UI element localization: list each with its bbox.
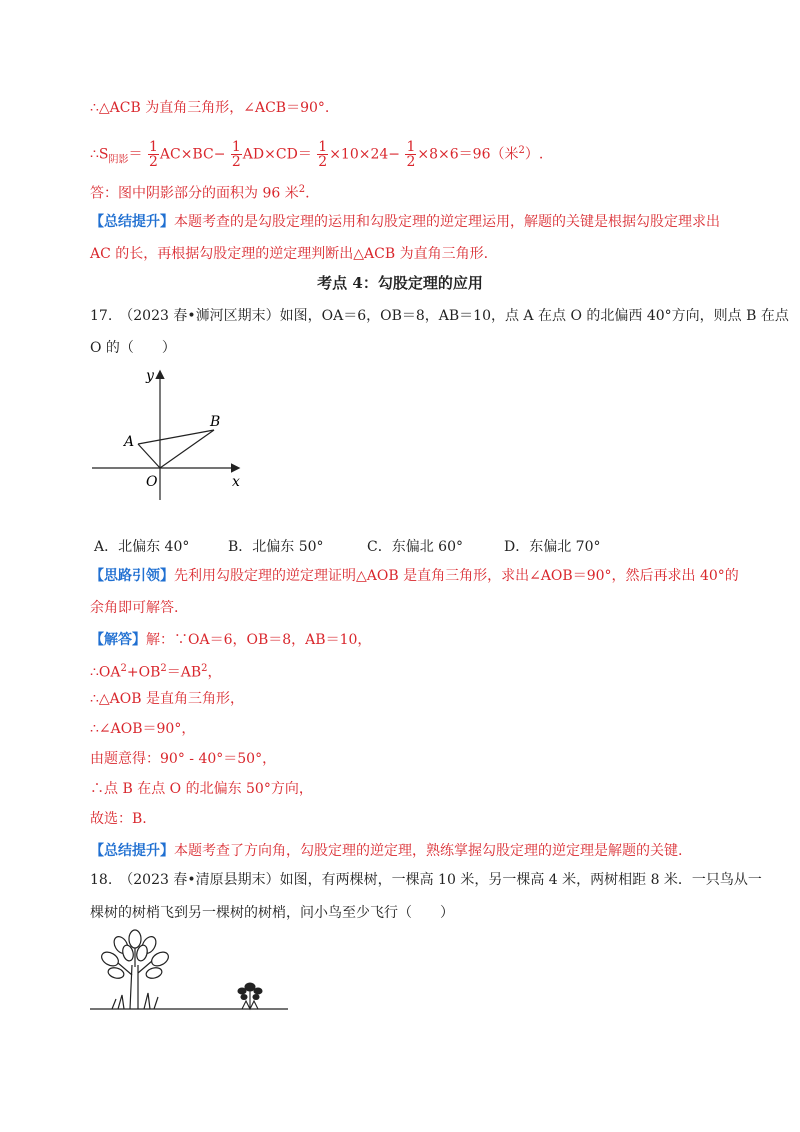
short-tree-icon [238,983,262,1009]
fraction-half [317,140,328,169]
term-8-6: ×8×6＝96（米 [417,146,519,163]
q17-figure [80,360,260,500]
q17-solution-line5: ∴点 B 在点 O 的北偏东 50°方向， [90,781,313,797]
area-subscript: 阴影 [108,154,129,166]
q17-stem-line1: 17. （2023 春•浉河区期末）如图，OA＝6，OB＝8，AB＝10，点 A 在点 O 的北偏西 40°方向，则点 B 在点 [90,308,789,324]
q17-idea-line2: 余角即可解答. [90,600,179,616]
q17-solution-line2: ∴△AOB 是直角三角形， [90,691,244,707]
s16-area-formula [90,140,543,170]
superscript: 2 [201,663,208,674]
segment-ob [160,430,214,468]
label-o: O [146,474,158,490]
eq-sign: ＝ [128,146,143,163]
section-heading: 考点 4：勾股定理的应用 [317,274,483,292]
q17-option-c[interactable]: C．东偏北 60° [367,539,463,555]
q17-solution-line6: 故选：B. [90,811,147,827]
superscript: 2 [298,184,306,195]
q17-option-d[interactable]: D．东偏北 70° [504,539,601,555]
fraction-half [405,140,416,169]
q18-stem-line2: 棵树的树梢飞到另一棵树的树梢，问小鸟至少飞行（ ） [90,905,454,921]
denominator: 2 [406,154,416,170]
label-a: A [124,434,135,450]
idea-text: 先利用勾股定理的逆定理证明△AOB 是直角三角形，求出∠AOB＝90°，然后再求出 40°的 [174,568,739,584]
q17-idea-line1 [90,566,739,586]
area-lead: ∴S [90,146,109,163]
numerator: 1 [318,139,328,155]
q17-solution-line0 [90,630,371,650]
summary-tag: 【总结提升】 [90,214,174,230]
minus-sign: − [213,146,226,163]
idea-tag: 【思路引领】 [90,568,174,584]
s16-summary-line1 [90,212,720,232]
term-ad-cd: AD×CD [242,146,298,163]
solution-text: 解：∵OA＝6，OB＝8，AB＝10， [146,632,372,648]
answer-end: . [305,185,310,202]
solution-tag: 【解答】 [90,632,146,648]
numerator: 1 [148,139,158,155]
s16-summary-line2: AC 的长，再根据勾股定理的逆定理判断出△ACB 为直角三角形. [90,246,489,262]
superscript: 2 [518,144,525,156]
denominator: 2 [231,154,241,170]
q17-solution-line3: ∴∠AOB＝90°， [90,721,196,737]
eq-part: ∴OA [90,664,121,681]
q17-solution-line4: 由题意得：90° - 40°＝50°， [90,751,277,767]
fraction-half [231,140,242,169]
answer-text: 答：图中阴影部分的面积为 96 米 [90,185,299,202]
superscript: 2 [120,663,127,674]
minus-sign: − [388,146,401,163]
label-x: x [232,474,240,490]
numerator: 1 [231,139,241,155]
q17-option-b[interactable]: B．北偏东 50° [228,539,324,555]
denominator: 2 [148,154,158,170]
summary-text: 本题考查了方向角，勾股定理的逆定理，熟练掌握勾股定理的逆定理是解题的关键. [174,843,683,859]
superscript: 2 [160,663,167,674]
q17-solution-line1 [90,659,222,683]
denominator: 2 [318,154,328,170]
s16-answer [90,180,310,204]
summary-text: 本题考查的是勾股定理的运用和勾股定理的逆定理运用，解题的关键是根据勾股定理求出 [174,214,720,230]
eq-part: ＝AB [166,664,202,681]
label-y: y [146,368,154,384]
segment-oa [138,444,160,468]
q17-stem-line2: O 的（ ） [90,340,176,356]
q17-option-a[interactable]: A．北偏东 40° [94,539,190,555]
eq-part: ， [207,664,222,681]
summary-tag: 【总结提升】 [90,843,174,859]
term-ac-bc: AC×BC [159,146,214,163]
numerator: 1 [406,139,416,155]
q18-stem-line1: 18. （2023 春•清原县期末）如图，有两棵树，一棵高 10 米，另一棵高 4 米，两树相距 8 米．一只鸟从一 [90,872,762,888]
term-10-24: ×10×24 [329,146,389,163]
eq-part: +OB [126,664,161,681]
eq-sign: ＝ [297,146,312,163]
term-end: ）. [524,146,544,163]
segment-ab [138,430,214,444]
fraction-half [148,140,159,169]
s16-conclusion: ∴△ACB 为直角三角形，∠ACB＝90°. [90,100,330,116]
tall-tree-icon [99,930,171,1009]
label-b: B [210,414,221,430]
q18-figure [88,925,293,1015]
q17-summary [90,841,682,861]
